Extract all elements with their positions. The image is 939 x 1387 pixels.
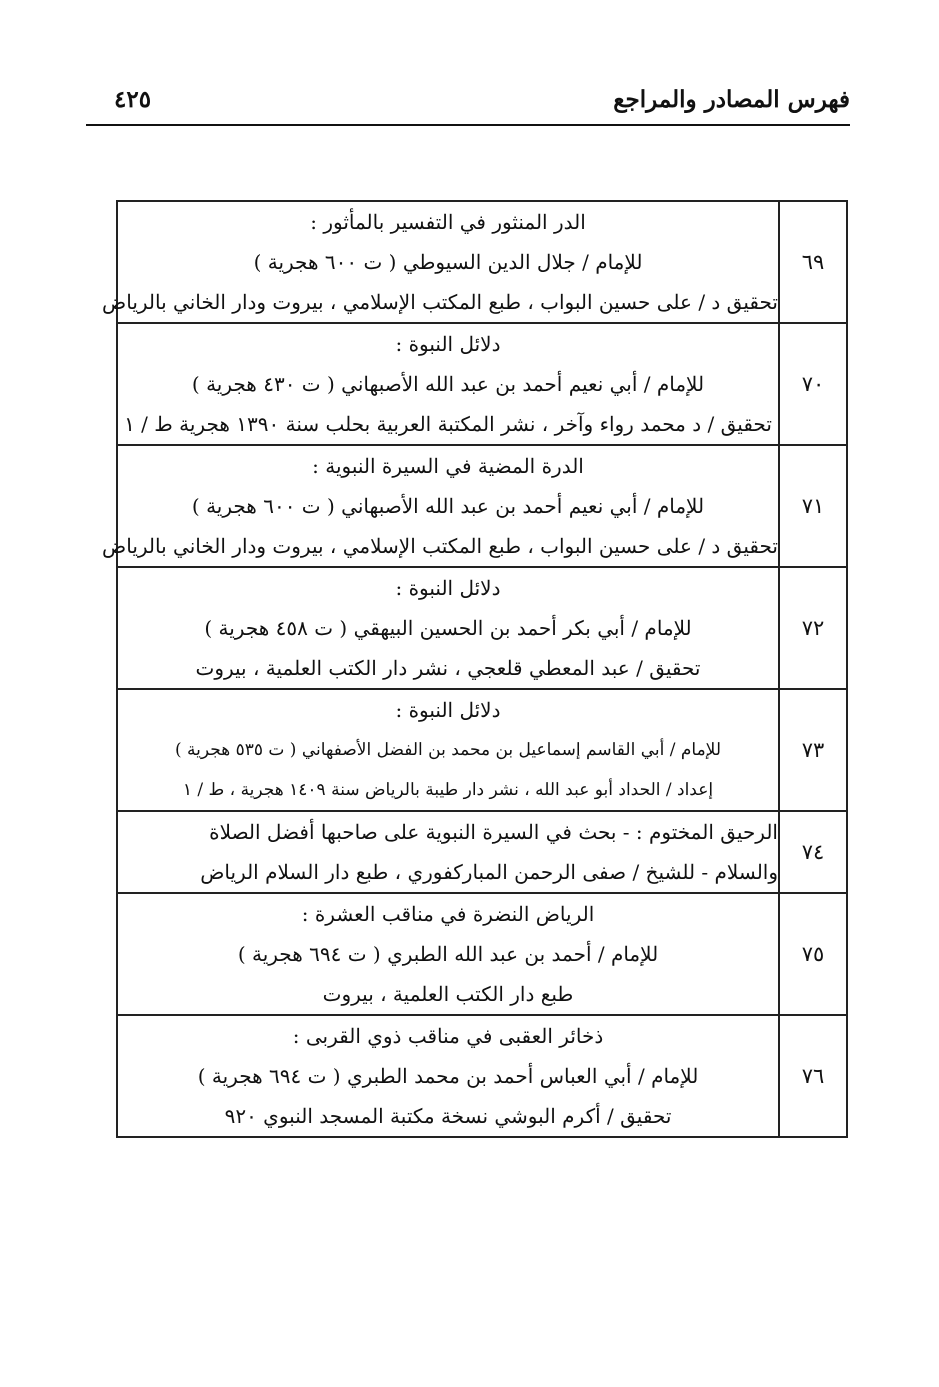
table-row	[117, 689, 847, 811]
entry-number: ٧٢	[779, 567, 847, 689]
entry-author: للإمام / أبي العباس أحمد بن محمد الطبري ( ت ٦٩٤ هجرية )	[197, 1064, 699, 1088]
entry-content	[117, 323, 779, 445]
entry-publication: إعداد / الحداد أبو عبد الله ، نشر دار طيبة بالرياض سنة ١٤٠٩ هجرية ، ط / ١	[182, 780, 714, 800]
entry-number: ٧٤	[779, 811, 847, 893]
table-row	[117, 567, 847, 689]
table-row	[117, 811, 847, 893]
entry-number: ٧٠	[779, 323, 847, 445]
entry-title: دلائل النبوة :	[395, 698, 501, 722]
entry-number: ٧٦	[779, 1015, 847, 1137]
entry-publication: تحقيق د / على حسين البواب ، طبع المكتب الإسلامي ، بيروت ودار الخاني بالرياض	[102, 534, 778, 558]
entry-title: دلائل النبوة :	[395, 332, 501, 356]
entry-author: للإمام / أبي القاسم إسماعيل بن محمد بن الفضل الأصفهاني ( ت ٥٣٥ هجرية )	[174, 740, 721, 760]
entry-author: للإمام / أبي نعيم أحمد بن عبد الله الأصبهاني ( ت ٤٣٠ هجرية )	[191, 372, 705, 396]
entry-publication: تحقيق د / على حسين البواب ، طبع المكتب الإسلامي ، بيروت ودار الخاني بالرياض	[102, 290, 778, 314]
page-title: فهرس المصادر والمراجع	[613, 86, 850, 113]
entry-content	[117, 1015, 779, 1137]
entry-author: للإمام / أحمد بن عبد الله الطبري ( ت ٦٩٤ هجرية )	[237, 942, 659, 966]
entry-number: ٧٥	[779, 893, 847, 1015]
entry-number: ٦٩	[779, 201, 847, 323]
entry-title: ذخائر العقبى في مناقب ذوي القربى :	[292, 1024, 604, 1048]
entry-author: للإمام / أبي بكر أحمد بن الحسين البيهقي ( ت ٤٥٨ هجرية )	[204, 616, 692, 640]
entry-content	[102, 201, 779, 323]
table-row	[117, 893, 847, 1015]
page-header	[86, 84, 850, 126]
entry-title: دلائل النبوة :	[395, 576, 501, 600]
table-row	[117, 1015, 847, 1137]
entry-content	[117, 689, 779, 811]
entry-publication: تحقيق / د محمد رواء وآخر ، نشر المكتبة العربية بحلب سنة ١٣٩٠ هجرية ط / ١	[124, 412, 772, 436]
entry-title: الدرة المضية في السيرة النبوية :	[312, 454, 584, 478]
entry-publication: طبع دار الكتب العلمية ، بيروت	[322, 982, 574, 1006]
entry-content	[117, 567, 779, 689]
entry-number: ٧١	[779, 445, 847, 567]
entry-author: للإمام / أبي نعيم أحمد بن عبد الله الأصبهاني ( ت ٦٠٠ هجرية )	[191, 494, 705, 518]
entry-publication: تحقيق / أكرم البوشي نسخة مكتبة المسجد النبوي ٩٢٠	[224, 1104, 672, 1128]
table-row	[117, 201, 847, 323]
entry-title: الدر المنثور في التفسير بالمأثور :	[310, 210, 586, 234]
entry-content	[117, 893, 779, 1015]
page-number: ٤٢٥	[114, 86, 152, 113]
entry-title-continued: والسلام - للشيخ / صفى الرحمن المباركفوري ، طبع دار السلام الرياض	[200, 860, 778, 884]
entry-content	[117, 811, 779, 893]
entry-title: الرياض النضرة في مناقب العشرة :	[301, 902, 595, 926]
entry-author: للإمام / جلال الدين السيوطي ( ت ٦٠٠ هجرية )	[253, 250, 643, 274]
entry-title: الرحيق المختوم : - بحث في السيرة النبوية على صاحبها أفضل الصلاة	[209, 820, 778, 844]
sources-table	[102, 200, 848, 1138]
table-row	[117, 445, 847, 567]
entry-content	[102, 445, 779, 567]
entry-publication: تحقيق / عبد المعطي قلعجي ، نشر دار الكتب العلمية ، بيروت	[195, 656, 701, 680]
entry-number: ٧٣	[779, 689, 847, 811]
table-row	[117, 323, 847, 445]
